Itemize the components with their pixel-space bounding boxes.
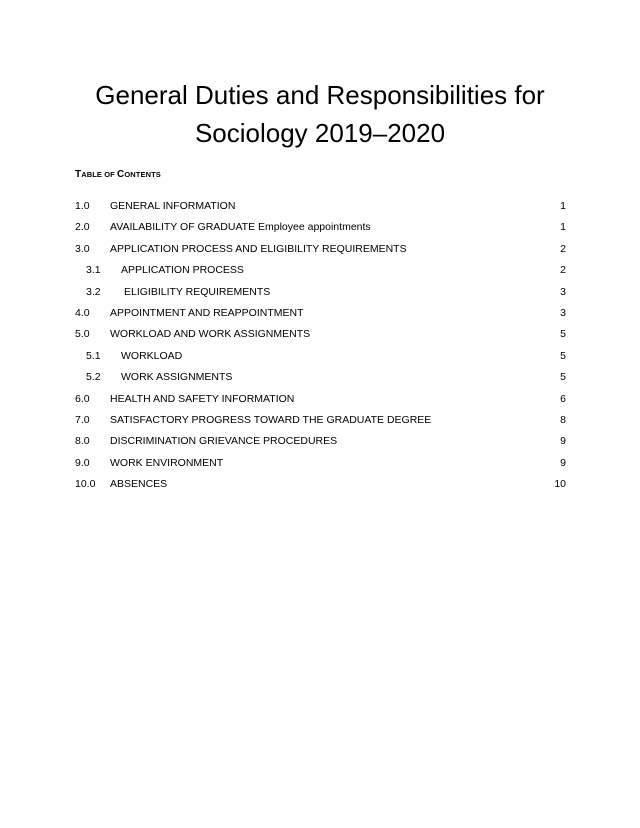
- toc-entry-page: 3: [560, 285, 566, 298]
- toc-entry-number: 6.0: [75, 392, 90, 405]
- table-of-contents: [75, 196, 566, 495]
- toc-entry-page: 8: [560, 413, 566, 426]
- toc-entry-availability[interactable]: [75, 217, 566, 238]
- toc-entry-application-eligibility[interactable]: [75, 239, 566, 260]
- toc-entry-label: GENERAL INFORMATION: [110, 200, 236, 212]
- toc-entry-page: 6: [560, 392, 566, 405]
- toc-entry-number: 2.0: [75, 221, 90, 234]
- toc-entry-page: 1: [560, 221, 566, 234]
- toc-entry-number: 4.0: [75, 306, 90, 319]
- toc-entry-page: 1: [560, 200, 566, 212]
- toc-entry-satisfactory-progress[interactable]: [75, 410, 566, 431]
- toc-entry-label: ELIGIBILITY REQUIREMENTS: [124, 285, 271, 298]
- toc-entry-work-environment[interactable]: [75, 453, 566, 474]
- toc-entry-number: 9.0: [75, 456, 90, 469]
- toc-entry-page: 5: [560, 328, 566, 341]
- document-title-line-2: Sociology 2019–2020: [194, 118, 446, 148]
- toc-entry-label: ABSENCES: [110, 478, 168, 491]
- toc-entry-page: 9: [560, 456, 566, 469]
- toc-entry-page: 3: [560, 306, 566, 319]
- toc-entry-number: 7.0: [75, 413, 90, 426]
- toc-entry-page: 5: [560, 349, 566, 362]
- toc-entry-eligibility-requirements[interactable]: [75, 282, 566, 303]
- toc-heading-cap-c: C: [117, 169, 125, 180]
- toc-entry-general-information[interactable]: [75, 196, 566, 217]
- toc-entry-health-safety[interactable]: [75, 389, 566, 410]
- toc-entry-number: 5.1: [86, 349, 101, 362]
- toc-entry-label: DISCRIMINATION GRIEVANCE PROCEDURES: [110, 435, 338, 448]
- toc-entry-number: 5.2: [86, 371, 101, 384]
- toc-entry-label: AVAILABILITY OF GRADUATE Employee appointments: [110, 221, 371, 234]
- toc-entry-number: 3.0: [75, 242, 90, 255]
- toc-entry-number: 3.2: [86, 285, 101, 298]
- toc-heading-cap-t: T: [75, 169, 82, 180]
- toc-entry-workload[interactable]: [75, 346, 566, 367]
- toc-entry-workload-assignments[interactable]: [75, 324, 566, 345]
- toc-entry-number: 5.0: [75, 328, 90, 341]
- toc-entry-label: HEALTH AND SAFETY INFORMATION: [110, 392, 295, 405]
- toc-entry-page: 10: [554, 478, 566, 491]
- toc-entry-number: 10.0: [75, 478, 96, 491]
- toc-entry-label: APPOINTMENT AND REAPPOINTMENT: [110, 306, 304, 319]
- toc-heading-part-2: ONTENTS: [124, 170, 161, 179]
- toc-entry-label: WORK ENVIRONMENT: [110, 456, 224, 469]
- toc-entry-page: 2: [560, 242, 566, 255]
- toc-entry-discrimination-grievance[interactable]: [75, 431, 566, 452]
- toc-entry-label: APPLICATION PROCESS: [121, 264, 244, 277]
- toc-heading-part-1: ABLE OF: [81, 170, 118, 179]
- toc-heading: [75, 169, 161, 180]
- toc-entry-label: WORK ASSIGNMENTS: [121, 371, 233, 384]
- toc-entry-label: WORKLOAD AND WORK ASSIGNMENTS: [110, 328, 311, 341]
- toc-entry-page: 9: [560, 435, 566, 448]
- toc-entry-application-process[interactable]: [75, 260, 566, 281]
- toc-entry-work-assignments[interactable]: [75, 367, 566, 388]
- toc-entry-label: WORKLOAD: [121, 349, 183, 362]
- toc-entry-number: 8.0: [75, 435, 90, 448]
- toc-entry-page: 2: [560, 264, 566, 277]
- toc-entry-absences[interactable]: [75, 474, 566, 495]
- toc-entry-number: 3.1: [86, 264, 101, 277]
- toc-entry-label: APPLICATION PROCESS AND ELIGIBILITY REQUIREMENTS: [110, 242, 407, 255]
- toc-entry-label: SATISFACTORY PROGRESS TOWARD THE GRADUATE DEGREE: [110, 413, 432, 426]
- toc-entry-appointment[interactable]: [75, 303, 566, 324]
- document-title-line-1: General Duties and Responsibilities for: [95, 80, 545, 110]
- toc-entry-page: 5: [560, 371, 566, 384]
- toc-entry-number: 1.0: [75, 200, 90, 212]
